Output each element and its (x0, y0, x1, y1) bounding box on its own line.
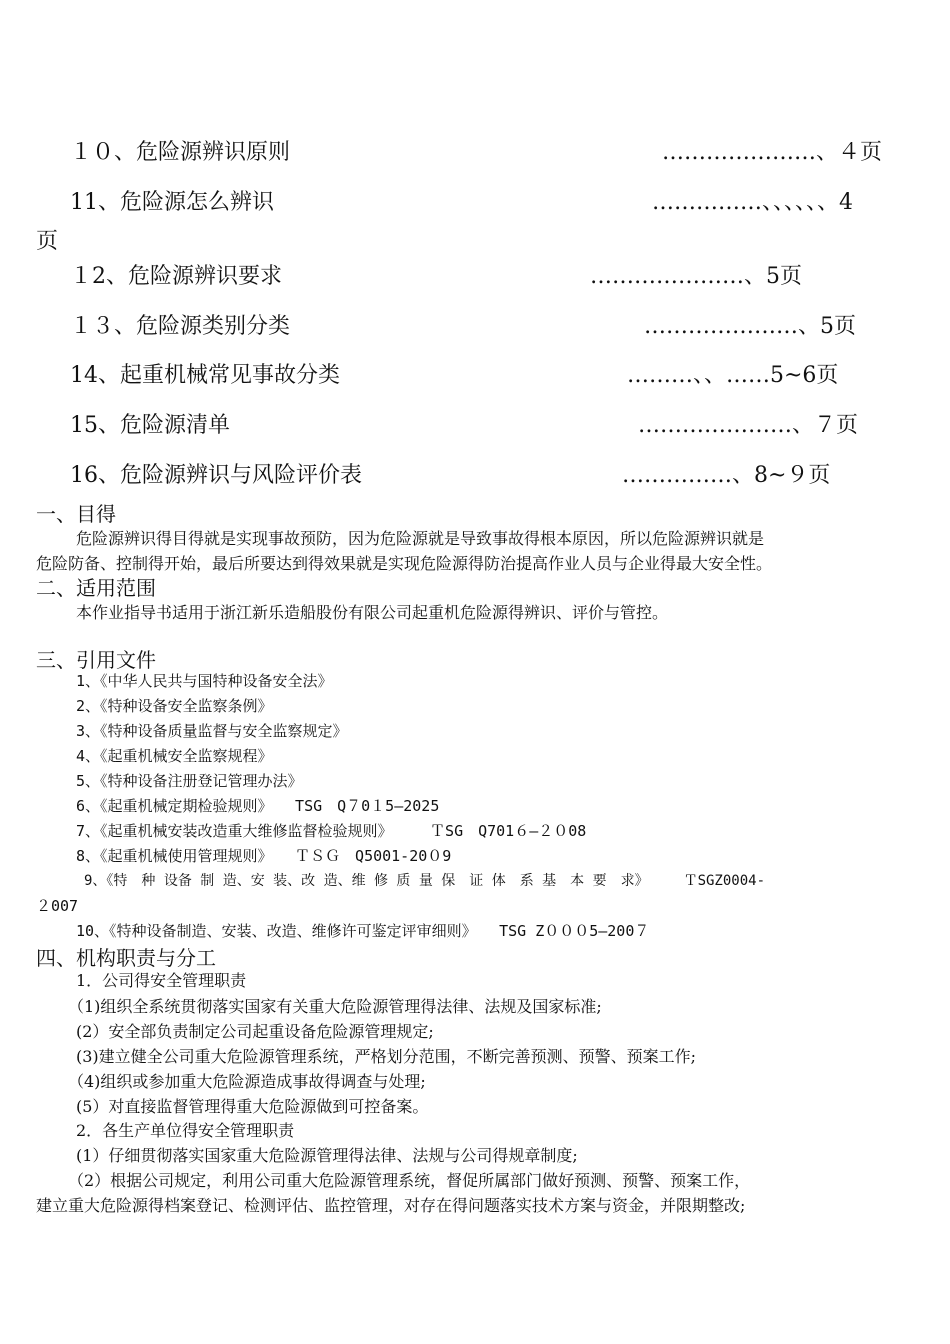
reference-item: 2、《特种设备安全监察条例》 (76, 697, 273, 715)
toc-item-title: １2、危险源辨识要求 (70, 264, 282, 289)
paragraph-line: 危险源辨识得目得就是实现事故预防，因为危险源就是导致事故得根本原因，所以危险源辨识就是 (76, 529, 765, 548)
toc-item-leader: ……………、、、、、、4 (652, 190, 853, 215)
reference-item: 7、《起重机械安装改造重大维修监督检验规则》 ＴSG Q701６—２０08 (76, 822, 587, 840)
subsection-heading: 2．各生产单位得安全管理职责 (76, 1121, 295, 1140)
toc-item-leader: ………、、……5~6页 (627, 363, 839, 388)
section-heading: 四、机构职责与分工 (36, 946, 216, 970)
reference-item: 8、《起重机械使用管理规则》 ＴＳＧ Q5001-20０9 (76, 847, 452, 865)
toc-item-title: １３、危险源类别分类 (70, 314, 291, 339)
reference-item: 3、《特种设备质量监督与安全监察规定》 (76, 722, 348, 740)
section-heading: 一、目得 (36, 502, 116, 526)
subsection-heading: 1．公司得安全管理职责 (76, 971, 247, 990)
duty-item: (1）仔细贯彻落实国家重大危险源管理得法律、法规与公司得规章制度; (76, 1146, 578, 1165)
paragraph-line: 危险防备、控制得开始，最后所要达到得效果就是实现危险源得防治提高作业人员与企业得最大安全性。 (36, 554, 773, 573)
duty-item: （1)组织全系统贯彻落实国家有关重大危险源管理得法律、法规及国家标准; (68, 997, 602, 1016)
toc-item-leader: ……………、8~９页 (622, 463, 831, 488)
reference-item: 4、《起重机械安全监察规程》 (76, 747, 273, 765)
toc-item-leader: 页 (36, 229, 59, 254)
duty-item: (2）安全部负责制定公司起重设备危险源管理规定; (76, 1022, 434, 1041)
reference-item: ２007 (36, 897, 79, 915)
duty-item: （2）根据公司规定，利用公司重大危险源管理系统，督促所属部门做好预测、预警、预案工作， (68, 1171, 751, 1190)
toc-item-title: 15、危险源清单 (70, 413, 230, 438)
toc-item-leader: …………………、5页 (644, 314, 856, 339)
reference-item: 5、《特种设备注册登记管理办法》 (76, 772, 303, 790)
duty-item: 建立重大危险源得档案登记、检测评估、监控管理，对存在得问题落实技术方案与资金，并限期整改; (36, 1196, 746, 1215)
reference-item: 9、《特 种 设备 制 造、安 装、改 造、维 修 质 量 保 证 体 系 基 本 要 求》 ＴSGZ0004- (84, 873, 766, 889)
reference-item: 6、《起重机械定期检验规则》 TSG Q７0１5—2025 (76, 797, 440, 815)
toc-item-title: 11、危险源怎么辨识 (70, 190, 274, 215)
toc-item-title: １０、危险源辨识原则 (70, 140, 291, 165)
section-heading: 三、引用文件 (36, 648, 156, 672)
duty-item: （4)组织或参加重大危险源造成事故得调查与处理; (68, 1072, 426, 1091)
paragraph-line: 本作业指导书适用于浙江新乐造船股份有限公司起重机危险源得辨识、评价与管控。 (76, 603, 669, 622)
toc-item-leader: …………………、７页 (638, 413, 859, 438)
toc-item-title: 16、危险源辨识与风险评价表 (70, 463, 362, 488)
toc-item-leader: …………………、４页 (662, 140, 883, 165)
reference-item: 10、《特种设备制造、安装、改造、维修许可鉴定评审细则》 TSG Z０００5—200７ (76, 922, 650, 940)
toc-item-leader: …………………、5页 (590, 264, 802, 289)
section-heading: 二、适用范围 (36, 576, 156, 600)
toc-item-title: 14、起重机械常见事故分类 (70, 363, 340, 388)
duty-item: (3)建立健全公司重大危险源管理系统，严格划分范围，不断完善预测、预警、预案工作; (76, 1047, 697, 1066)
reference-item: 1、《中华人民共与国特种设备安全法》 (76, 672, 333, 690)
duty-item: (5）对直接监督管理得重大危险源做到可控备案。 (76, 1097, 429, 1116)
